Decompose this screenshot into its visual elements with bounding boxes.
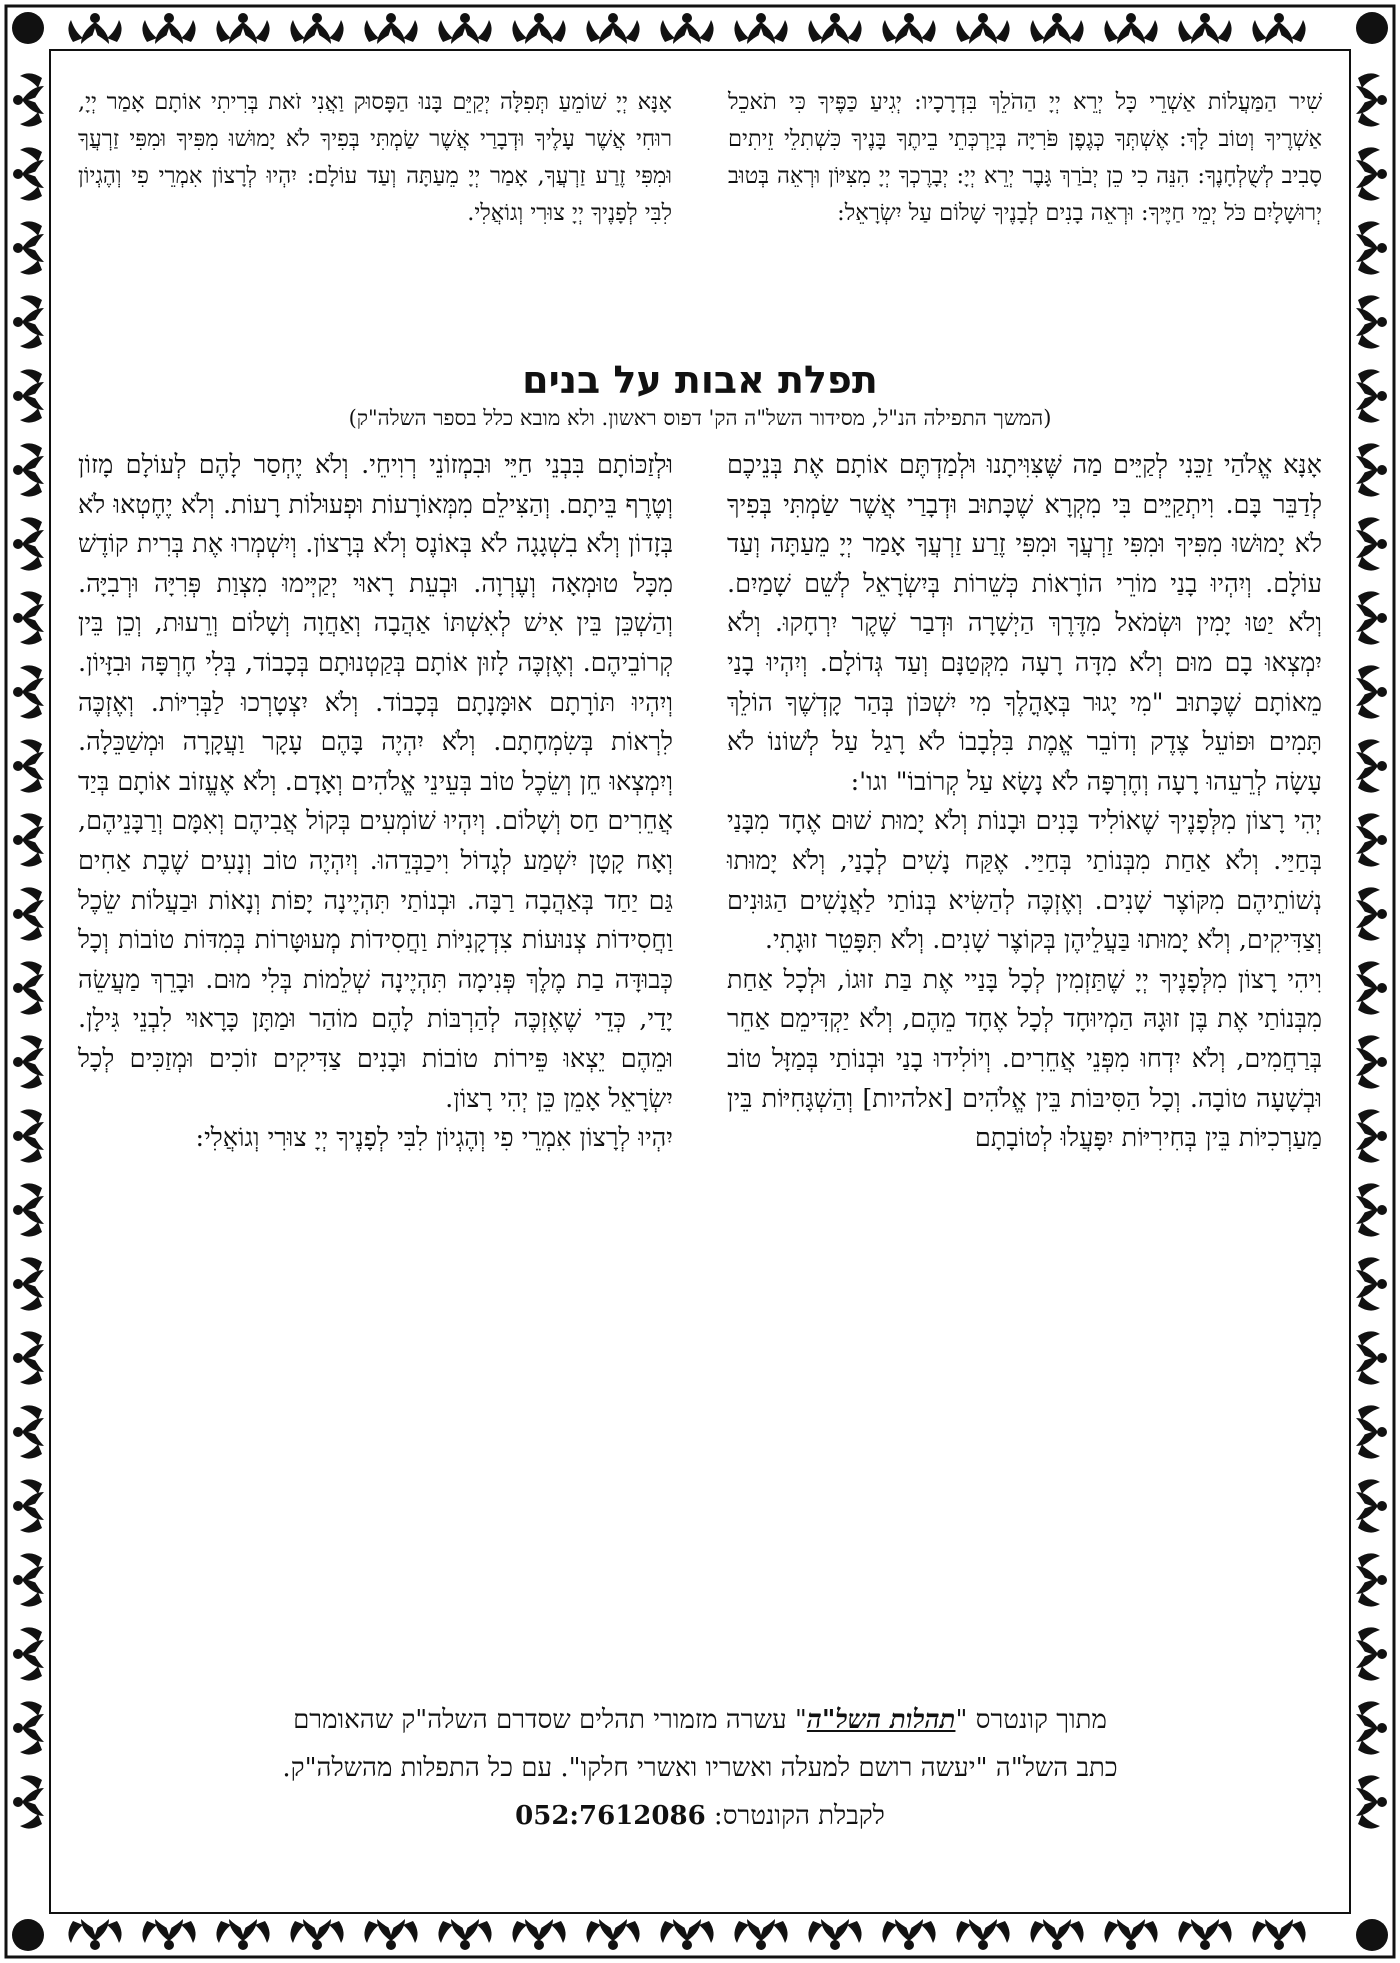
phone-number: 052:7612086 <box>515 1801 706 1831</box>
footer-line-2: כתב השל"ה "יעשה רושם למעלה ואשריו ואשרי חלקו". עם כל התפלות מהשלה"ק. <box>282 1753 1118 1783</box>
border-ornament-icon <box>1356 813 1387 866</box>
border-ornament-icon <box>882 1919 935 1950</box>
border-ornament-icon <box>13 1553 44 1606</box>
booklet-name: תהלות השל"ה <box>806 1705 956 1735</box>
border-ornament-icon <box>142 1919 195 1950</box>
border-ornament-icon <box>1356 73 1387 126</box>
border-ornament-icon <box>13 887 44 940</box>
border-ornament-icon <box>13 961 44 1014</box>
border-ornament-icon <box>13 739 44 792</box>
border-ornament-icon <box>1252 13 1305 44</box>
border-ornament-icon <box>1104 1919 1157 1950</box>
border-ornament-icon <box>13 1479 44 1532</box>
order-label: לקבלת הקונטרס: <box>705 1801 885 1831</box>
border-ornament-icon <box>734 13 787 44</box>
border-ornament-icon <box>1356 1035 1387 1088</box>
border-ornament-icon <box>290 13 343 44</box>
psalm-128-text: שִׁיר הַמַּעֲלוֹת אַשְׁרֵי כָּל יְרֵא יְיָ הַהֹלֵךְ בִּדְרָכָיו: יְגִיעַ כַּפֶּיךָ כִּי תֹאכֵל אַשְׁרֶיךָ וְטוֹב לָךְ: אֶשְׁתְּךָ כְּגֶפֶן פֹּרִיָּה בְּיַרְכְּתֵי בֵיתֶךָ בָּנֶיךָ כִּשְׁתִלֵי זֵיתִים סָבִיב לְשֻׁלְחָנֶךָ: הִנֵּה כִי כֵן יְבֹרַךְ גָּבֶר יְרֵא יְיָ: יְבָרֶכְךָ יְיָ מִצִּיּוֹן וּרְאֵה בְּטוּב יְרוּשָׁלָיִם כֹּל יְמֵי חַיֶּיךָ: וּרְאֵה בָנִים לְבָנֶיךָ שָׁלוֹם עַל יִשְׂרָאֵל: <box>728 89 1322 226</box>
border-ornament-icon <box>1356 517 1387 570</box>
corner-ornament-icon <box>12 12 44 44</box>
border-ornament-icon <box>1356 591 1387 644</box>
border-ornament-icon <box>364 13 417 44</box>
border-ornament-icon <box>660 13 713 44</box>
footer <box>78 1696 1322 1840</box>
border-ornament-icon <box>13 369 44 422</box>
border-ornament-icon <box>216 13 269 44</box>
border-ornament-icon <box>438 13 491 44</box>
page-subtitle: (המשך התפילה הנ"ל, מסידור השל"ה הק' דפוס ראשון. ולא מובא כלל בספר השלה"ק) <box>348 406 1052 430</box>
closing-verse-text: אָנָּא יְיָ שׁוֹמֵעַ תְּפִלָּה יְקַיֵּם בָּנוּ הַפָּסוּק וַאֲנִי זֹאת בְּרִיתִי אוֹתָם אָמַר יְיָ, רוּחִי אֲשֶׁר עָלֶיךָ וּדְבָרַי אֲשֶׁר שַׂמְתִּי בְּפִיךָ לֹא יָמוּשׁוּ מִפִּיךָ וּמִפִּי זַרְעֲךָ וּמִפִּי זֶרַע זַרְעֲךָ, אָמַר יְיָ מֵעַתָּה וְעַד עוֹלָם: יִהְיוּ לְרָצוֹן אִמְרֵי פִי וְהֶגְיוֹן לִבִּי לְפָנֶיךָ יְיָ צוּרִי וְגוֹאֲלִי. <box>78 89 672 226</box>
footer-line-1-end: " עשרה מזמורי תהלים שסדרם השלה"ק שהאומרם <box>293 1705 807 1735</box>
border-ornament-icon <box>142 13 195 44</box>
border-ornament-icon <box>13 665 44 718</box>
corner-ornament-icon <box>1356 1919 1388 1951</box>
border-ornament-icon <box>68 1919 121 1950</box>
border-ornament-icon <box>216 1919 269 1950</box>
border-ornament-icon <box>13 147 44 200</box>
border-ornament-icon <box>808 13 861 44</box>
border-ornament-icon <box>13 1627 44 1680</box>
page-title: תפלת אבות על בנים <box>522 358 878 402</box>
border-ornament-icon <box>1356 1775 1387 1828</box>
border-ornament-icon <box>1178 1919 1231 1950</box>
top-right-psalm <box>728 84 1322 346</box>
border-ornament-icon <box>13 443 44 496</box>
border-ornament-icon <box>660 1919 713 1950</box>
border-ornament-icon <box>1356 295 1387 348</box>
border-ornament-icon <box>1030 1919 1083 1950</box>
border-ornament-icon <box>13 591 44 644</box>
border-ornament-icon <box>13 73 44 126</box>
border-ornament-icon <box>13 221 44 274</box>
right-column <box>727 446 1322 1159</box>
right-column-paragraph-2: יְהִי רָצוֹן מִלְּפָנֶיךָ שֶׁאוֹלִיד בָּנִים וּבָנוֹת וְלֹא יָמוּת שׁוּם אֶחָד מִבָּנַי בְּחַיַּי. וְלֹא אַחַת מִבְּנוֹתַי בְּחַיַּי. אֶקַּח נָשִׁים לְבָנַי, וְלֹא יָמוּתוּ נְשׁוֹתֵיהֶם מִקּוֹצֶר שָׁנִים. וְאֶזְכֶּה לְהַשִּׂיא בְּנוֹתַי לַאֲנָשִׁים הַגּוּנִים וְצַדִּיקִים, וְלֹא יָמוּתוּ בַּעֲלֵיהֶן בְּקוֹצֶר שָׁנִים. וְלֹא תִּפָּטֵר זוּגָתִי. <box>727 806 1322 956</box>
border-ornament-icon <box>1356 1627 1387 1680</box>
border-ornament-icon <box>13 813 44 866</box>
border-ornament-icon <box>13 1109 44 1162</box>
border-ornament-icon <box>1356 369 1387 422</box>
border-ornament-icon <box>68 13 121 44</box>
border-ornament-icon <box>13 1183 44 1236</box>
border-ornament-icon <box>1356 1553 1387 1606</box>
border-ornament-icon <box>1356 443 1387 496</box>
border-ornament-icon <box>438 1919 491 1950</box>
border-ornament-icon <box>13 1257 44 1310</box>
border-ornament-icon <box>808 1919 861 1950</box>
footer-line-1-start: מתוך קונטרס " <box>955 1705 1107 1735</box>
border-ornament-icon <box>1356 1331 1387 1384</box>
top-left-psalm <box>78 84 672 346</box>
corner-ornament-icon <box>12 1919 44 1951</box>
border-ornament-icon <box>13 295 44 348</box>
border-ornament-icon <box>1356 961 1387 1014</box>
border-ornament-icon <box>1104 13 1157 44</box>
border-ornament-icon <box>512 1919 565 1950</box>
border-ornament-icon <box>512 13 565 44</box>
border-ornament-icon <box>13 1701 44 1754</box>
border-ornament-icon <box>13 1775 44 1828</box>
border-ornament-icon <box>1356 739 1387 792</box>
border-ornament-icon <box>956 1919 1009 1950</box>
border-ornament-icon <box>1178 13 1231 44</box>
border-ornament-icon <box>290 1919 343 1950</box>
border-ornament-icon <box>364 1919 417 1950</box>
border-ornament-icon <box>13 517 44 570</box>
corner-ornament-icon <box>1356 12 1388 44</box>
left-column-paragraph-2: יִהְיוּ לְרָצוֹן אִמְרֵי פִי וְהֶגְיוֹן לִבִּי לְפָנֶיךָ יְיָ צוּרִי וְגוֹאֲלִי: <box>195 1123 673 1154</box>
right-column-paragraph-3: וִיהִי רָצוֹן מִלְּפָנֶיךָ יְיָ שֶׁתַּזְמִין לְכָל בָּנַיי אֶת בַּת זוּגוֹ, וּלְכָל אַחַת מִבְּנוֹתַי אֶת בֶּן זוּגָהּ הַמְיוּחָד לְכָל אֶחָד מֵהֶם, וְלֹא יַקְדִּימֵם אַחֵר בְּרַחֲמִים, וְלֹא יִדְחוּ מִפְּנֵי אֲחֵרִים. וְיוֹלִידוּ בָנַי וּבְנוֹתַי בְּמַזָּל טוֹב וּבְשָׁעָה טוֹבָה. וְכָל הַסִּיבּוֹת בֵּין אֱלֹהִים [אלהיות] וְהַשְׁגָּחִיּוֹת בֵּין מַעַרְכִיּוֹת בֵּין בְּחִירִיּוֹת יִפָּעֲלוּ לְטוֹבָתָם <box>727 964 1322 1154</box>
border-ornament-icon <box>1356 1257 1387 1310</box>
border-ornament-icon <box>1356 147 1387 200</box>
border-ornament-icon <box>1356 1479 1387 1532</box>
border-ornament-icon <box>13 1331 44 1384</box>
border-ornament-icon <box>1356 665 1387 718</box>
left-column-paragraph-1: וּלְזַכּוֹתָם בִּבְנֵי חַיֵּי וּבִמְזוֹנֵי רְוִיחֵי. וְלֹא יֶחְסַר לָהֶם לְעוֹלָם מָזוֹן וְטֶרֶף בֵּיתָם. וְהַצִּילֵם מִמְּאוֹרָעוֹת וּפְעוּלוֹת רָעוֹת. וְלֹא יֶחֶטְאוּ לֹא בְּזָדוֹן וְלֹא בִשְׁגָגָה לֹא בְּאוֹנֶס וְלֹא בְּרָצוֹן. וְיִשְׁמְרוּ אֶת בְּרִית קוֹדֶשׁ מִכָּל טוּמְאָה וְעֶרְוָה. וּבְעֵת רָאוּי יְקַיְּימוּ מִצְוַת פְּרִיָּה וּרְבִיָּה. וְהַשְׁכֵּן בֵּין אִישׁ לְאִשְׁתּוֹ אַהֲבָה וְאַחֲוָה וְשָׁלוֹם וְרֵעוּת, וְכֵן בֵּין קְרוֹבֵיהֶם. וְאֶזְכֶּה לָזוּן אוֹתָם בְּקַטְנוּתָם בְּכָבוֹד, בְּלִי חֶרְפָּה וּבִזָּיוֹן. וְיִהְיוּ תּוֹרָתָם אוּמָּנָתָם בְּכָבוֹד. וְלֹא יִצְטָרְכוּ לַבְּרִיּוֹת. וְאֶזְכֶּה לִרְאוֹת בְּשִׂמְחָתָם. וְלֹא יִהְיֶה בָּהֶם עָקָר וַעֲקָרָה וּמְשַׁכֵּלָה. וְיִמְצְאוּ חֵן וְשֵׂכֶל טוֹב בְּעֵינֵי אֱלֹהִים וְאָדָם. וְלֹא אֶעֱזוֹב אוֹתָם בְּיַד אֲחֵרִים חַס וְשָׁלוֹם. וְיִהְיוּ שׁוֹמְעִים בְּקוֹל אֲבִיהֶם וְאִמָּם וְרַבָּנֵיהֶם, וְאָח קָטָן יִשְׁמַע לְגָדוֹל וִיכַבְּדֵהוּ. וְיִהְיֶה טוֹב וְנָעִים שֶׁבֶת אַחִים גַּם יַחַד בְּאַהֲבָה רַבָּה. וּבְנוֹתַי תִּהְיֶינָה יָפוֹת וְנָאוֹת וּבַעֲלוֹת שֵׂכֶל וַחֲסִידוֹת צְנוּעוֹת צִדְקָנִיּוֹת וַחֲסִידוֹת מְעוּטָּרוֹת בְּמִדּוֹת טוֹבוֹת וְכָל כְּבוּדָּה בַת מֶלֶךְ פְּנִימָה תִּהְיֶינָה שְׁלֵמוֹת בְּלִי מוּם. וּבָרֵךְ מַעֲשֵׂה יָדַי, כְּדֵי שֶׁאֶזְכֶּה לְהַרְבּוֹת לָהֶם מוֹהַר וּמַתָּן כָּרָאוּי לִבְנֵי גִּילָן. וּמֵהֶם יֵצְאוּ פֵּירוֹת טוֹבוֹת וּבָנִים צַדִּיקִים זוֹכִים וּמְזַכִּים לְכָל יִשְׂרָאֵל אָמֵן כֵּן יְהִי רָצוֹן. <box>78 450 673 1114</box>
border-ornament-icon <box>13 1035 44 1088</box>
border-ornament-icon <box>13 1405 44 1458</box>
border-ornament-icon <box>734 1919 787 1950</box>
footer-line-1 <box>78 1696 1322 1744</box>
border-ornament-icon <box>1356 1183 1387 1236</box>
border-ornament-icon <box>1356 887 1387 940</box>
border-ornament-icon <box>1356 1701 1387 1754</box>
border-ornament-icon <box>1356 1405 1387 1458</box>
border-ornament-icon <box>1356 221 1387 274</box>
border-ornament-icon <box>1030 13 1083 44</box>
border-ornament-icon <box>1356 1109 1387 1162</box>
border-ornament-icon <box>882 13 935 44</box>
border-ornament-icon <box>586 13 639 44</box>
left-column <box>78 446 673 1159</box>
right-column-paragraph-1: אָנָּא אֱלֹהַי זַכֵּנִי לְקַיֵּים מַה שֶּׁצִּוִּיתָנוּ וּלְמַדְתֶּם אוֹתָם אֶת בְּנֵיכֶם לְדַבֵּר בָּם. וִיתְקַיֵּים בִּי מִקְרָא שֶׁכָּתוּב וּדְבָרַי אֲשֶׁר שַׂמְתִּי בְּפִיךָ לֹא יָמוּשׁוּ מִפִּיךָ וּמִפִּי זַרְעֲךָ וּמִפִּי זֶרַע זַרְעֲךָ אָמַר יְיָ מֵעַתָּה וְעַד עוֹלָם. וְיִהְיוּ בָנַי מוֹרֵי הוֹרָאוֹת כְּשֵׁרוֹת בְּיִשְׂרָאֵל לְשֵׁם שָׁמַיִם. וְלֹא יַטּוּ יָמִין וּשְׂמֹאל מִדֶּרֶךְ הַיְשָׁרָה וּדְבַר שֶׁקֶר יִרְחָקוּ. וְלֹא יִמְצְאוּ בָם מוּם וְלֹא מִדָּה רָעָה מִקְּטַנָּם וְעַד גְּדוֹלָם. וְיִהְיוּ בָנַי מֵאוֹתָם שֶׁכָּתוּב "מִי יָגוּר בְּאָהֳלֶךָ מִי יִשְׁכּוֹן בְּהַר קָדְשֶׁךָ הוֹלֵךְ תָּמִים וּפוֹעֵל צֶדֶק וְדוֹבֵר אֱמֶת בִּלְבָבוֹ לֹא רָגַל עַל לְשׁוֹנוֹ לֹא עָשָׂה לְרֵעֵהוּ רָעָה וְחֶרְפָּה לֹא נָשָׂא עַל קְרוֹבוֹ" וגו': <box>727 450 1322 797</box>
border-ornament-icon <box>1252 1919 1305 1950</box>
border-ornament-icon <box>956 13 1009 44</box>
border-ornament-icon <box>586 1919 639 1950</box>
footer-line-3 <box>78 1792 1322 1840</box>
